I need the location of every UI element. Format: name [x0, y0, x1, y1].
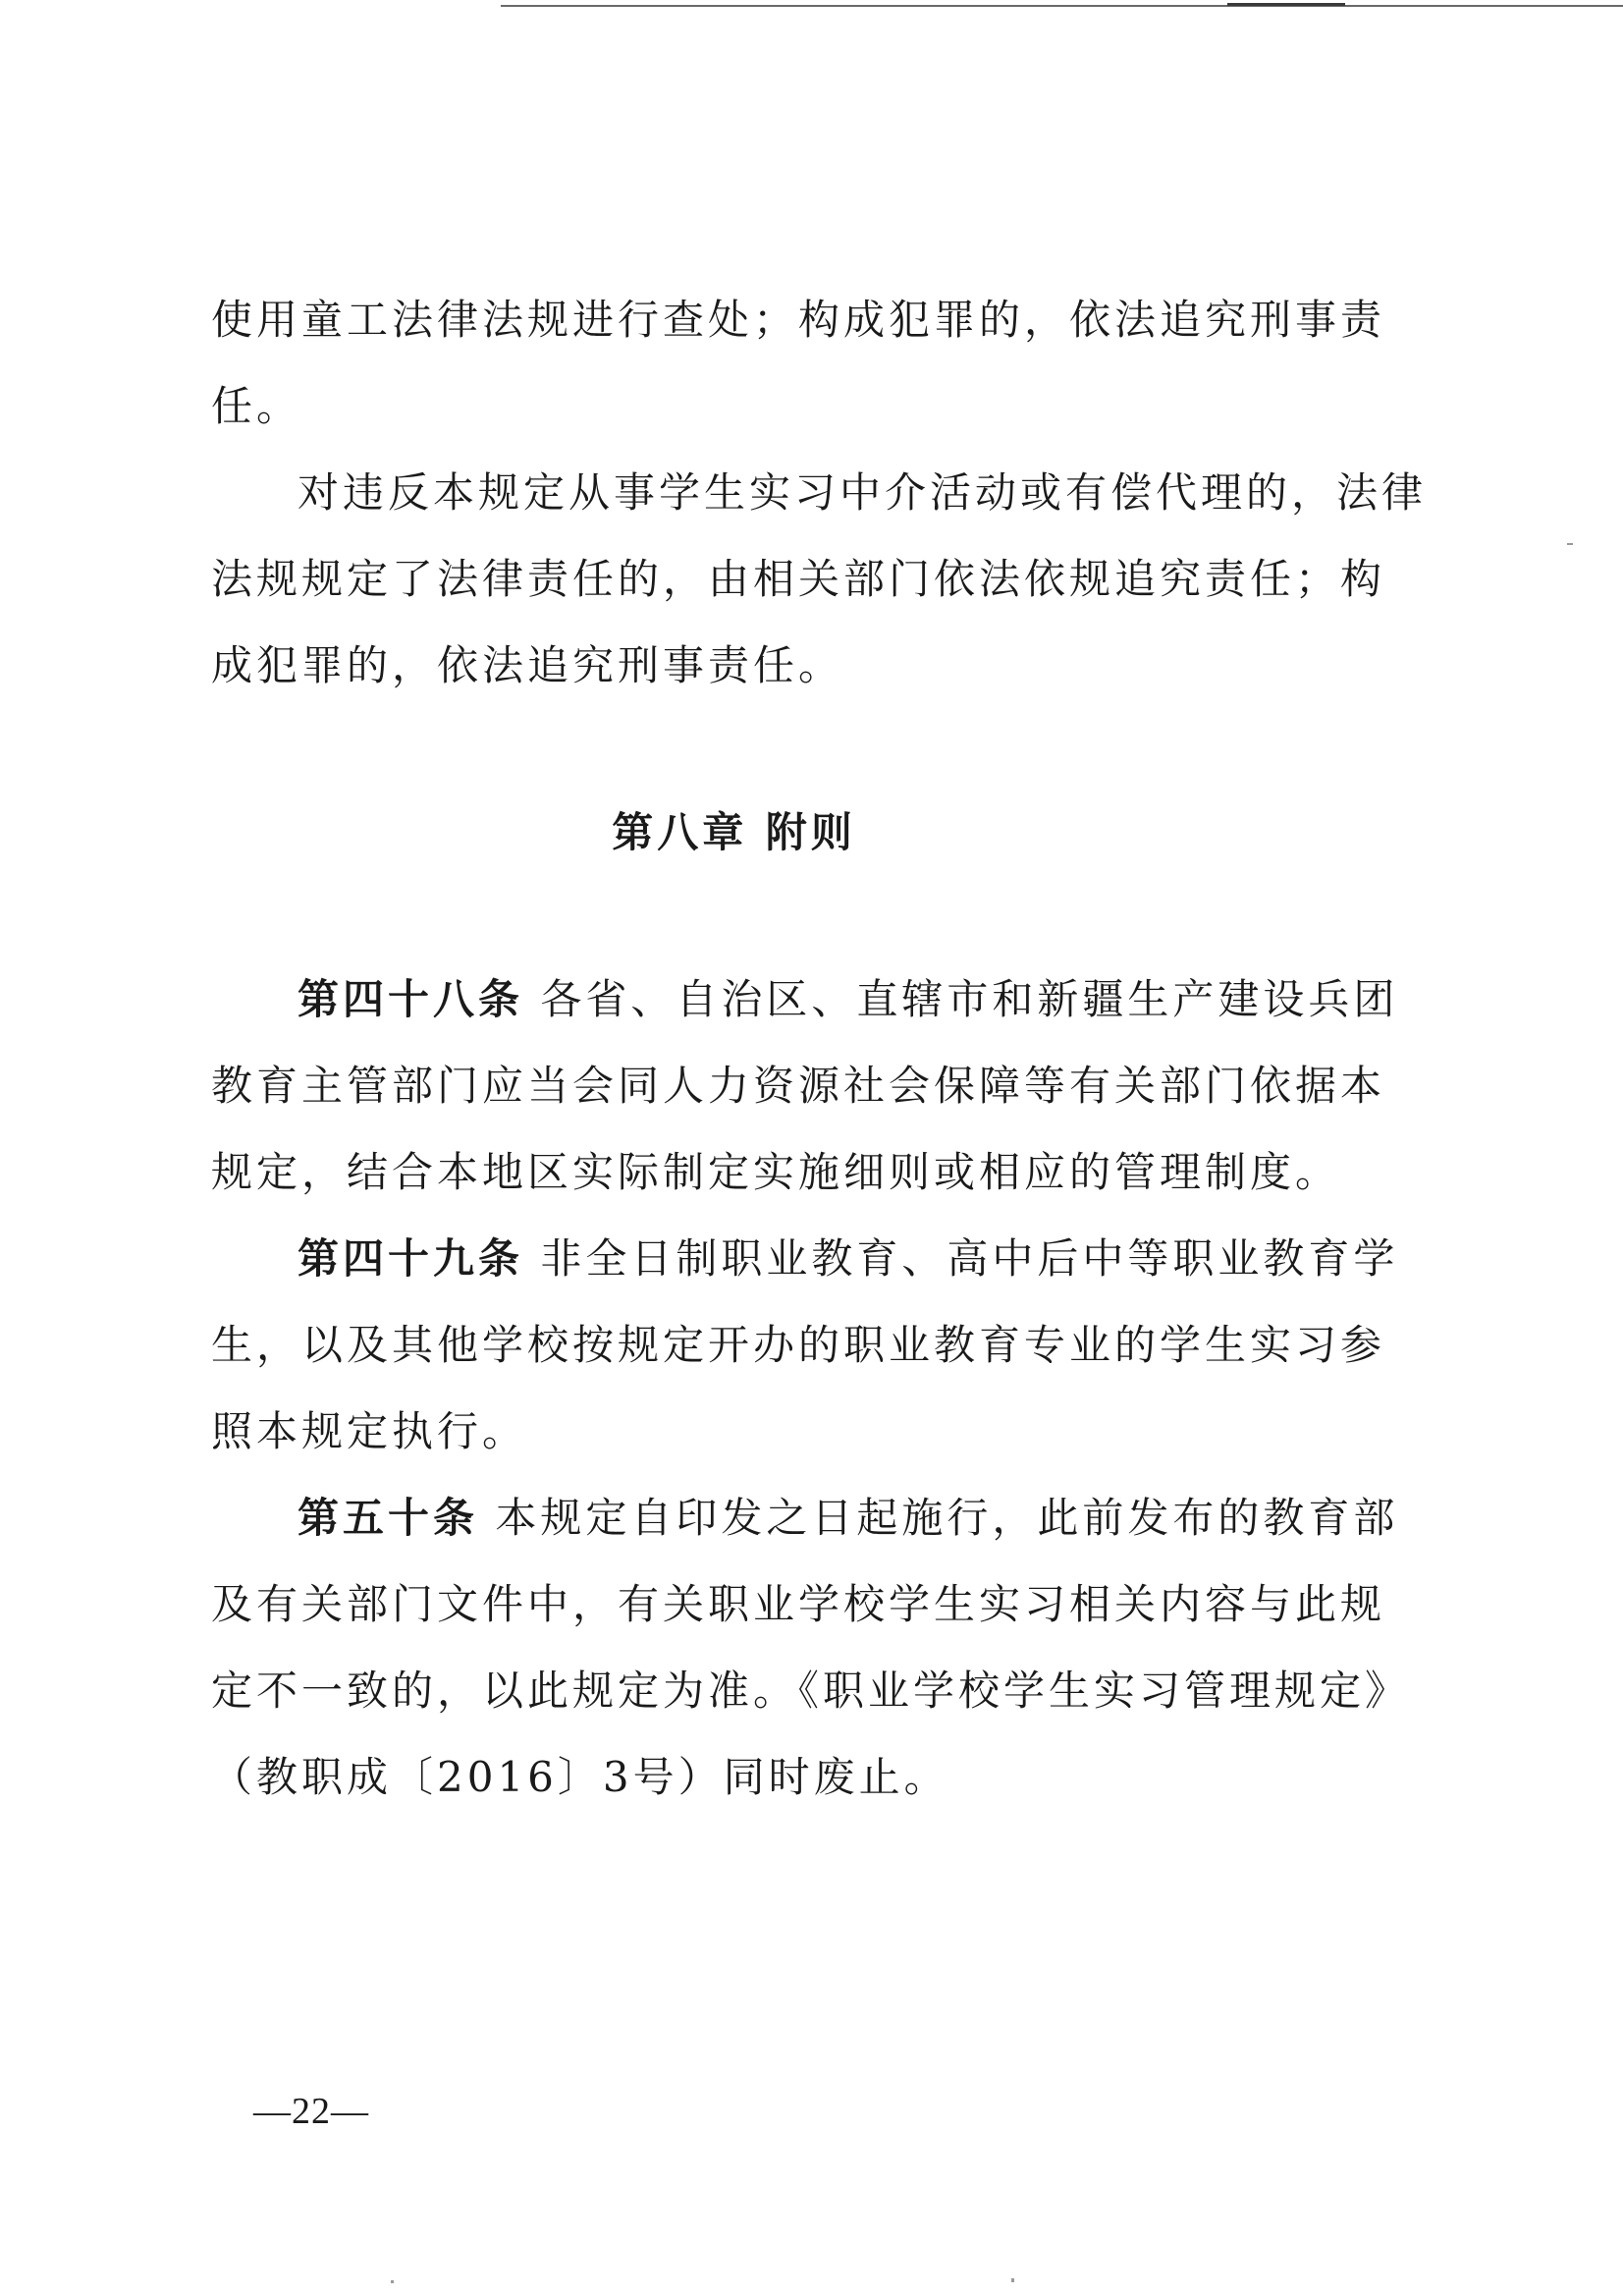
article-50 [211, 1475, 1429, 1821]
scan-top-edge-dark [1227, 3, 1345, 6]
spacer [211, 709, 1429, 790]
article-label: 第五十条 [298, 1494, 479, 1542]
article-label: 第四十八条 [298, 975, 524, 1023]
paragraph-continuation: 使用童工法律法规进行查处；构成犯罪的，依法追究刑事责任。 [211, 296, 1386, 430]
article-text: 各省、自治区、直辖市和新疆生产建设兵团教育主管部门应当会同人力资源社会保障等有关部门依据本规定，结合本地区实际制定实施细则或相应的管理制度。 [211, 975, 1399, 1196]
scan-speck [391, 2280, 394, 2283]
article-49 [211, 1216, 1429, 1475]
article-text: 本规定自印发之日起施行，此前发布的教育部及有关部门文件中，有关职业学校学生实习相关内容与此规定不一致的，以此规定为准。《职业学校学生实习管理规定》（教职成〔2016〕3号）同时废止。 [211, 1494, 1411, 1801]
scan-top-edge [501, 5, 1623, 7]
scan-speck [1567, 543, 1573, 545]
chapter-title: 第八章 附则 [612, 808, 856, 856]
paragraph-intermediary-liability: 对违反本规定从事学生实习中介活动或有偿代理的，法律法规规定了法律责任的，由相关部门依法依规追究责任；构成犯罪的，依法追究刑事责任。 [211, 468, 1428, 689]
page-number: —22— [253, 2091, 369, 2132]
article-text: 非全日制职业教育、高中后中等职业教育学生，以及其他学校按规定开办的职业教育专业的学生实习参照本规定执行。 [211, 1234, 1399, 1455]
article-48 [211, 957, 1429, 1216]
scan-speck [1011, 2278, 1014, 2282]
spacer [211, 876, 1429, 957]
document-body [211, 277, 1429, 1821]
article-label: 第四十九条 [298, 1234, 524, 1283]
